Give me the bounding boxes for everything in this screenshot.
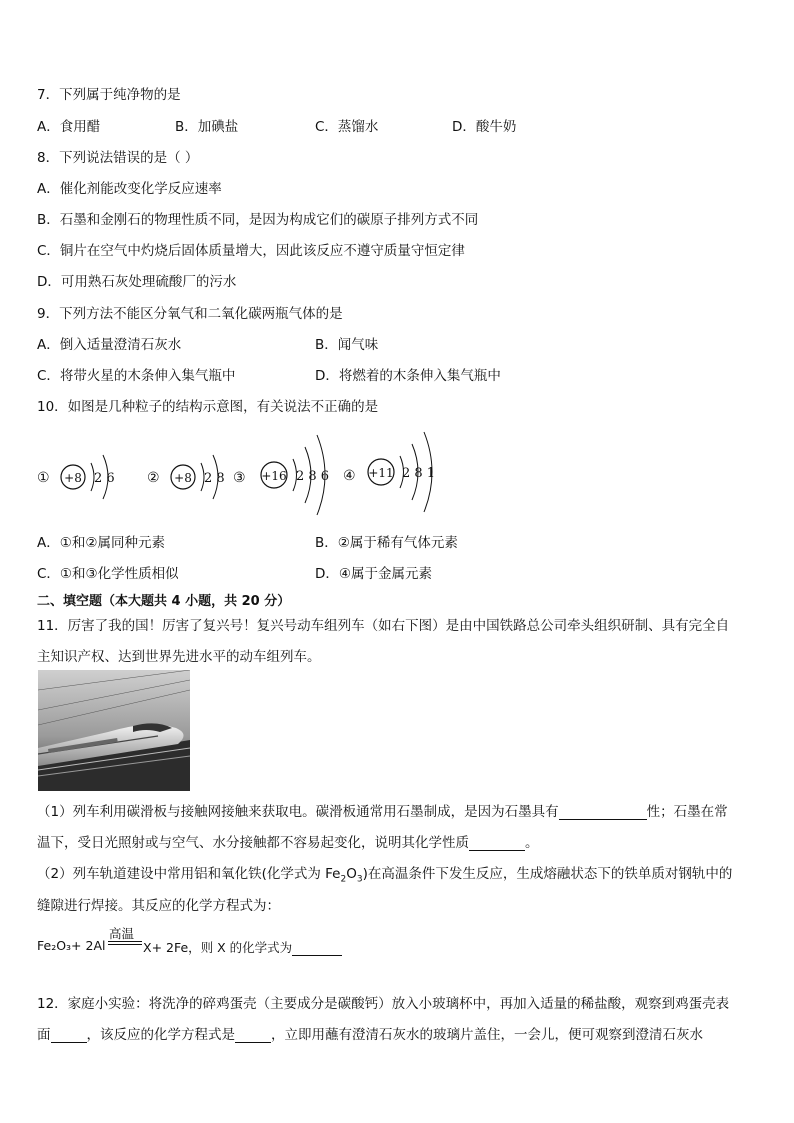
q11-part1-line2 [37, 831, 539, 851]
q10-option-d: D．④属于金属元素 [315, 566, 432, 582]
particle-1-label: ① [37, 470, 50, 486]
particle-2-label: ② [147, 470, 160, 486]
q9-option-c: C．将带火星的木条伸入集气瓶中 [37, 368, 236, 384]
equation-right-text: X+ 2Fe，则 X 的化学式为 [143, 940, 293, 955]
q8-option-d: D．可用熟石灰处理硫酸厂的污水 [37, 274, 237, 290]
particle-4-nucleus: +11 [368, 466, 394, 480]
q10-option-c: C．①和③化学性质相似 [37, 566, 179, 582]
q8-option-b: B．石墨和金刚石的物理性质不同，是因为构成它们的碳原子排列方式不同 [37, 212, 479, 228]
q11-blank-1[interactable] [559, 805, 647, 820]
section-2-heading: 二、填空题（本大题共 4 小题，共 20 分） [37, 594, 291, 609]
fe2o3-sub-2: 2 [340, 874, 347, 885]
question-8-stem: 8．下列说法错误的是（ ） [37, 150, 199, 166]
q9-option-d: D．将燃着的木条伸入集气瓶中 [315, 368, 501, 384]
question-11-stem-line2: 主知识产权、达到世界先进水平的动车组列车。 [37, 649, 321, 665]
q9-option-a: A．倒入适量澄清石灰水 [37, 337, 182, 353]
q11-part1-line1 [37, 800, 728, 820]
particle-1-nucleus: +8 [64, 471, 82, 485]
particle-2-nucleus: +8 [174, 471, 192, 485]
question-12-line1: 12．家庭小实验：将洗净的碎鸡蛋壳（主要成分是碳酸钙）放入小玻璃杯中，再加入适量的稀盐酸，观察到鸡蛋壳表 [37, 996, 730, 1012]
question-11-stem-line1: 11．厉害了我的国！厉害了复兴号！复兴号动车组列车（如右下图）是由中国铁路总公司牵头组织研制、具有完全自 [37, 618, 730, 634]
equation-arrow-bar-top [108, 941, 142, 942]
q8-option-c: C．铜片在空气中灼烧后固体质量增大，因此该反应不遵守质量守恒定律 [37, 243, 465, 259]
q7-option-b: B．加碘盐 [175, 119, 239, 135]
fe2o3-sub-3: 3 [356, 874, 363, 885]
question-7-stem: 7．下列属于纯净物的是 [37, 87, 181, 103]
q11-part1-text-b: 性；石墨在常 [646, 804, 728, 820]
q11-part2-line1 [37, 862, 732, 885]
q11-blank-3[interactable] [292, 941, 342, 956]
q10-option-b: B．②属于稀有气体元素 [315, 535, 458, 551]
q8-option-a: A．催化剂能改变化学反应速率 [37, 181, 222, 197]
equation-condition: 高温 [109, 926, 135, 941]
q11-blank-2[interactable] [469, 836, 525, 851]
question-12-line2 [37, 1023, 703, 1043]
equation-right [143, 938, 342, 956]
train-photo [38, 670, 190, 791]
particle-structure-diagram [35, 425, 455, 525]
q12-blank-2[interactable] [235, 1028, 271, 1043]
q11-part2-line2: 缝隙进行焊接。其反应的化学方程式为： [37, 898, 280, 914]
q9-option-b: B．闻气味 [315, 337, 379, 353]
particle-4-shells: 2 8 1 [402, 466, 436, 481]
q7-option-c: C．蒸馏水 [315, 119, 379, 135]
question-9-stem: 9．下列方法不能区分氧气和二氧化碳两瓶气体的是 [37, 306, 343, 322]
q12-blank-1[interactable] [51, 1028, 87, 1043]
q12-text-c: ，立即用蘸有澄清石灰水的玻璃片盖住，一会儿，便可观察到澄清石灰水 [271, 1027, 703, 1043]
q7-option-a: A．食用醋 [37, 119, 101, 135]
q10-option-a: A．①和②属同种元素 [37, 535, 165, 551]
q11-part2-text-b: )在高温条件下发生反应，生成熔融状态下的铁单质对钢轨中的 [362, 866, 733, 882]
q11-part1-text-a: （1）列车利用碳滑板与接触网接触来获取电。碳滑板通常用石墨制成，是因为石墨具有 [37, 804, 559, 820]
fe2o3-o: O [346, 866, 357, 882]
particle-3-label: ③ [233, 470, 246, 486]
question-10-stem: 10．如图是几种粒子的结构示意图，有关说法不正确的是 [37, 399, 379, 415]
q11-part1-text-d: 。 [525, 835, 539, 851]
q12-text-b: ，该反应的化学方程式是 [86, 1027, 235, 1043]
particle-1-shells: 2 6 [94, 471, 115, 486]
equation-arrow-bar-bottom [108, 944, 142, 945]
particle-3-shells: 2 8 6 [296, 469, 330, 484]
q11-part1-text-c: 温下，受日光照射或与空气、水分接触都不容易起变化，说明其化学性质 [37, 835, 469, 851]
q12-text-a: 面 [37, 1027, 51, 1043]
particle-3-nucleus: +16 [261, 469, 287, 483]
particle-2-shells: 2 8 [204, 471, 225, 486]
q7-option-d: D．酸牛奶 [452, 119, 517, 135]
particle-4-label: ④ [343, 468, 356, 484]
q11-part2-text-a: （2）列车轨道建设中常用铝和氧化铁(化学式为 Fe [37, 866, 341, 882]
equation-left: Fe₂O₃+ 2Al [37, 938, 106, 953]
